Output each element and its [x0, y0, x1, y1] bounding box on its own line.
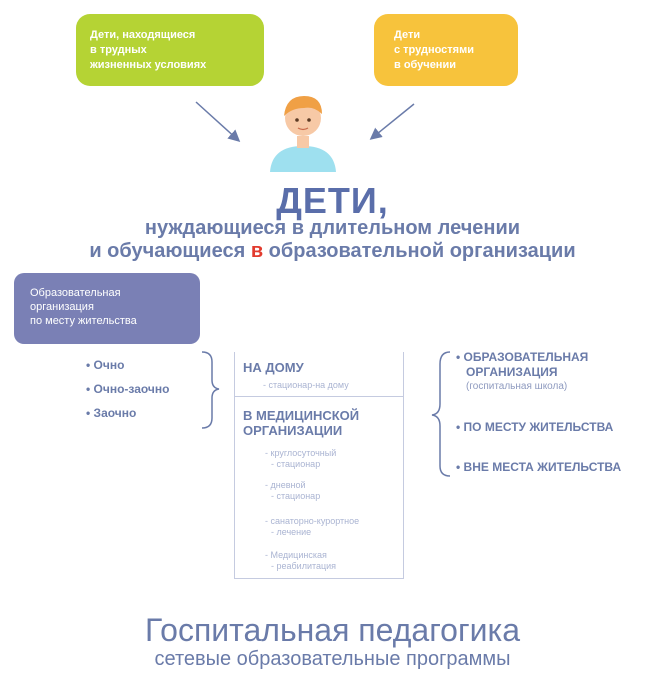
learning-location-panel — [234, 352, 404, 579]
medical-item-day: - дневной — [265, 480, 306, 491]
box-text-line: в трудных — [90, 44, 147, 56]
box-text-line: Дети, находящиеся — [90, 29, 196, 41]
box-text-line: жизненных условиях — [90, 59, 207, 71]
brace-right — [432, 352, 450, 476]
option-outside-residence: • ВНЕ МЕСТА ЖИТЕЛЬСТВА — [456, 460, 621, 474]
home-item: - стационар-на дому — [263, 380, 349, 391]
home-heading: НА ДОМУ — [243, 360, 304, 375]
medical-item-day-cont: - стационар — [271, 491, 320, 502]
footer-subtitle: сетевые образовательные программы — [154, 648, 511, 670]
box-text-line: Дети — [394, 29, 421, 41]
subtitle-text: образовательной организации — [263, 240, 576, 262]
panel-divider — [235, 396, 403, 397]
medical-heading-line-2: ОРГАНИЗАЦИИ — [243, 423, 343, 438]
medical-item-24h-cont: - стационар — [271, 459, 320, 470]
option-edu-org-note: (госпитальная школа) — [466, 381, 568, 392]
medical-heading-line-1: В МЕДИЦИНСКОЙ — [243, 408, 360, 423]
box-text-line: в обучении — [394, 59, 456, 71]
org-box-line: Образовательная — [30, 287, 121, 299]
subtitle-line-2 — [0, 240, 665, 263]
medical-item-rehab: - Медицинская — [265, 550, 327, 561]
option-edu-org-line-2: ОРГАНИЗАЦИЯ — [466, 365, 558, 379]
mode-distance: • Заочно — [86, 406, 136, 420]
brace-left — [202, 352, 219, 428]
arrow-left — [196, 102, 238, 140]
option-by-residence: • ПО МЕСТУ ЖИТЕЛЬСТВА — [456, 420, 613, 434]
medical-item-rehab-cont: - реабилитация — [271, 561, 336, 572]
mode-parttime: • Очно-заочно — [86, 382, 169, 396]
box-text-line: с трудностями — [394, 44, 475, 56]
org-box-line: по месту жительства — [30, 315, 137, 327]
child-icon — [270, 96, 336, 172]
main-title: ДЕТИ, — [276, 180, 389, 221]
medical-item-sanatorium: - санаторно-курортное — [265, 516, 359, 527]
arrow-right — [372, 104, 414, 138]
option-edu-org: • ОБРАЗОВАТЕЛЬНАЯ — [456, 350, 588, 364]
org-box-line: организация — [30, 301, 94, 313]
footer-title: Госпитальная педагогика — [144, 612, 520, 648]
mode-fulltime: • Очно — [86, 358, 124, 372]
subtitle-accent: в — [250, 240, 264, 262]
medical-item-sanatorium-cont: - лечение — [271, 527, 311, 538]
org-box-residence — [14, 273, 200, 344]
subtitle-text: и обучающиеся — [89, 240, 251, 262]
medical-item-24h: - круглосуточный — [265, 448, 336, 459]
subtitle-line-1: нуждающиеся в длительном лечении — [144, 217, 521, 239]
